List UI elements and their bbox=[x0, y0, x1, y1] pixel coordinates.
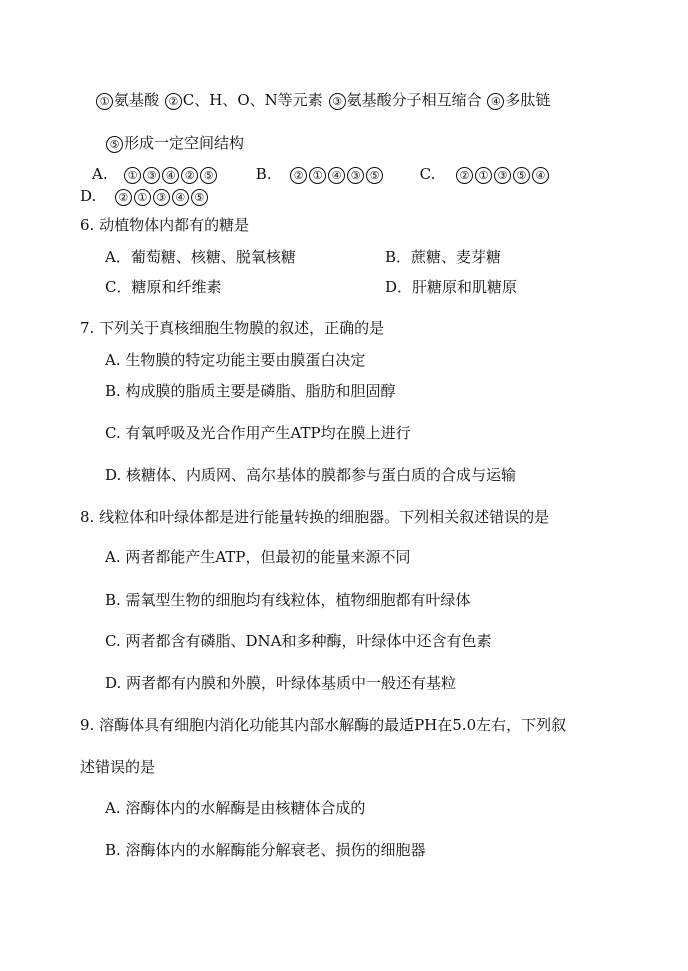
q5-items-line1 bbox=[95, 90, 550, 110]
q7-option-b: B. 构成膜的脂质主要是磷脂、脂肪和胆固醇 bbox=[105, 382, 396, 400]
q5-option-c-seq bbox=[455, 165, 550, 183]
circle-num: ⑤ bbox=[106, 136, 123, 153]
q5-option-d-label: D. bbox=[80, 187, 97, 205]
circle-num: ④ bbox=[162, 167, 179, 184]
circle-num: ③ bbox=[347, 167, 364, 184]
q5-option-a-label: A. bbox=[92, 165, 108, 183]
q5-option-b-label: B. bbox=[255, 165, 272, 183]
circle-num: ③ bbox=[143, 167, 160, 184]
q5-item-text: 多肽链 bbox=[505, 91, 551, 109]
circle-num: ① bbox=[96, 93, 113, 110]
circle-num: ② bbox=[165, 93, 182, 110]
q8-option-a: A. 两者都能产生ATP，但最初的能量来源不同 bbox=[105, 548, 411, 566]
circle-num: ① bbox=[124, 167, 141, 184]
circle-num: ③ bbox=[153, 189, 170, 206]
circle-num: ③ bbox=[494, 167, 511, 184]
circle-num: ③ bbox=[329, 93, 346, 110]
q7-option-c: C. 有氧呼吸及光合作用产生ATP均在膜上进行 bbox=[105, 424, 411, 442]
circle-num: ② bbox=[456, 167, 473, 184]
circle-num: ① bbox=[475, 167, 492, 184]
q7-option-a: A. 生物膜的特定功能主要由膜蛋白决定 bbox=[105, 351, 366, 369]
q9-stem-line2: 述错误的是 bbox=[80, 758, 156, 776]
q5-items-line2 bbox=[105, 133, 244, 153]
circle-num: ⑤ bbox=[366, 167, 383, 184]
q9-option-b: B. 溶酶体内的水解酶能分解衰老、损伤的细胞器 bbox=[105, 841, 426, 859]
circle-num: ② bbox=[181, 167, 198, 184]
q6-option-b: B．蔗糖、麦芽糖 bbox=[385, 248, 502, 266]
circle-num: ② bbox=[115, 189, 132, 206]
q5-option-d-seq bbox=[114, 187, 209, 205]
q5-option-c-label: C. bbox=[419, 165, 436, 183]
circle-num: ② bbox=[290, 167, 307, 184]
q8-option-d: D. 两者都有内膜和外膜，叶绿体基质中一般还有基粒 bbox=[105, 674, 457, 692]
q7-option-d: D. 核糖体、内质网、高尔基体的膜都参与蛋白质的合成与运输 bbox=[105, 466, 517, 484]
q6-option-d: D．肝糖原和肌糖原 bbox=[385, 278, 518, 296]
circle-num: ④ bbox=[487, 93, 504, 110]
circle-num: ④ bbox=[172, 189, 189, 206]
circle-num: ① bbox=[134, 189, 151, 206]
q7-stem: 7. 下列关于真核细胞生物膜的叙述，正确的是 bbox=[80, 319, 385, 337]
q6-option-a: A．葡萄糖、核糖、脱氧核糖 bbox=[105, 248, 296, 266]
circle-num: ④ bbox=[328, 167, 345, 184]
circle-num: ⑤ bbox=[513, 167, 530, 184]
circle-num: ⑤ bbox=[191, 189, 208, 206]
q8-option-c: C. 两者都含有磷脂、DNA和多种酶，叶绿体中还含有色素 bbox=[105, 632, 492, 650]
q5-option-a-seq bbox=[123, 165, 218, 183]
q5-options-line bbox=[92, 164, 550, 184]
circle-num: ① bbox=[309, 167, 326, 184]
q5-item-text: 氨基酸 bbox=[114, 91, 160, 109]
q8-stem: 8. 线粒体和叶绿体都是进行能量转换的细胞器。下列相关叙述错误的是 bbox=[80, 508, 550, 526]
q9-stem-line1: 9. 溶酶体具有细胞内消化功能其内部水解酶的最适PH在5.0左右，下列叙 bbox=[80, 716, 567, 734]
q8-option-b: B. 需氧型生物的细胞均有线粒体，植物细胞都有叶绿体 bbox=[105, 591, 471, 609]
q6-stem: 6. 动植物体内都有的糖是 bbox=[80, 216, 250, 234]
q5-option-b-seq bbox=[289, 165, 384, 183]
q5-option-d-line bbox=[80, 186, 209, 206]
q5-item-text: 形成一定空间结构 bbox=[124, 134, 245, 152]
q5-item-text: 氨基酸分子相互缩合 bbox=[346, 91, 482, 109]
circle-num: ④ bbox=[532, 167, 549, 184]
q6-option-c: C．糖原和纤维素 bbox=[105, 278, 222, 296]
circle-num: ⑤ bbox=[200, 167, 217, 184]
q9-option-a: A. 溶酶体内的水解酶是由核糖体合成的 bbox=[105, 799, 366, 817]
q5-item-text: C、H、O、N等元素 bbox=[182, 91, 323, 109]
